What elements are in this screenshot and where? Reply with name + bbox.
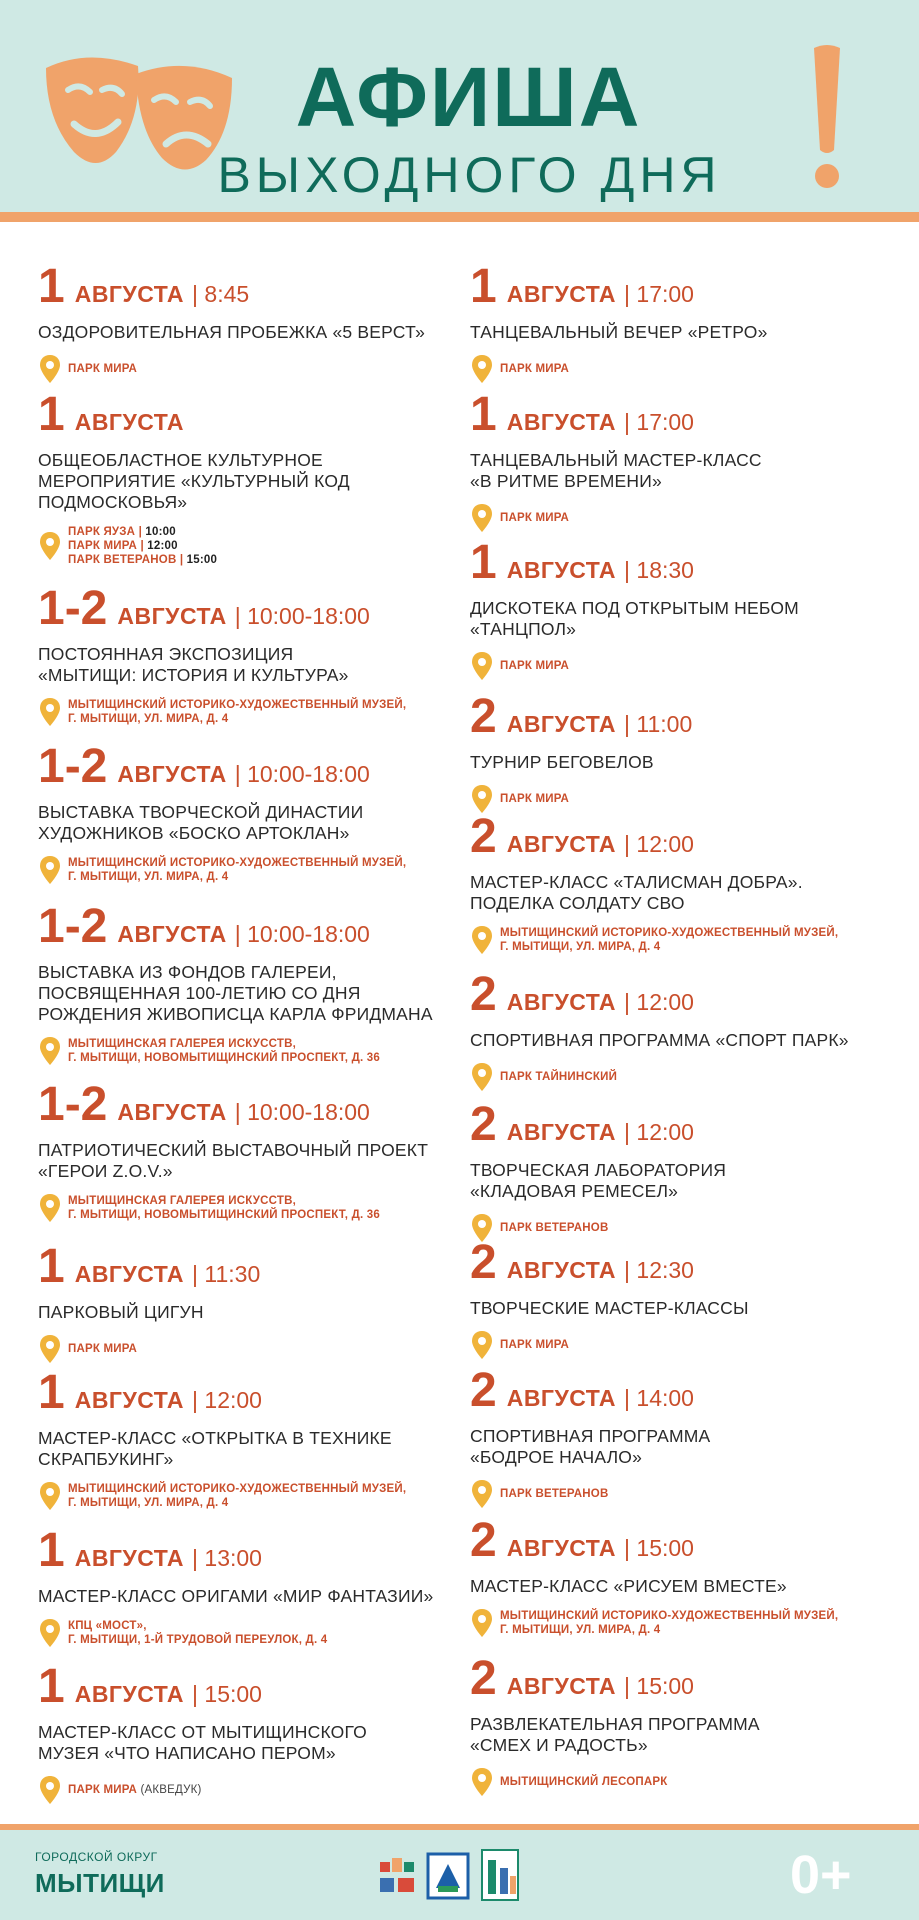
- event-title: [38, 1302, 458, 1323]
- event-month: АВГУСТА: [506, 557, 617, 583]
- event-title: [470, 872, 910, 914]
- location-text: МЫТИЩИНСКИЙ ИСТОРИКО-ХУДОЖЕСТВЕННЫЙ МУЗЕЙ,: [500, 1610, 839, 1622]
- event-time: | 10:00-18:00: [234, 1099, 370, 1125]
- event-title-line: МАСТЕР-КЛАСС ОТ МЫТИЩИНСКОГО: [38, 1722, 367, 1742]
- location-text: Г. МЫТИЩИ, УЛ. МИРА, Д. 4: [500, 1624, 661, 1636]
- location-line: [68, 856, 458, 870]
- event-location: [470, 355, 910, 383]
- event-title-line: МАСТЕР-КЛАСС «ОТКРЫТКА В ТЕХНИКЕ: [38, 1428, 392, 1448]
- event-location: [470, 1331, 910, 1359]
- location-pin-icon: [472, 1609, 492, 1637]
- event-date: [38, 1526, 458, 1576]
- exclamation-icon: [802, 42, 852, 192]
- event-card: [470, 1654, 910, 1796]
- location-pin-icon: [472, 926, 492, 954]
- event-day: 1: [38, 388, 65, 441]
- event-title-line: «В РИТМЕ ВРЕМЕНИ»: [470, 471, 662, 491]
- event-card: [38, 390, 458, 567]
- event-date: [470, 970, 910, 1020]
- event-month: АВГУСТА: [506, 1257, 617, 1283]
- location-line: [68, 1335, 458, 1363]
- event-day: 2: [470, 690, 497, 743]
- location-pin-icon: [472, 1768, 492, 1796]
- event-month: АВГУСТА: [506, 1385, 617, 1411]
- location-time: 10:00: [142, 526, 176, 538]
- location-pin-icon: [472, 355, 492, 383]
- location-text: МЫТИЩИНСКИЙ ИСТОРИКО-ХУДОЖЕСТВЕННЫЙ МУЗЕЙ,: [68, 857, 407, 869]
- event-month: АВГУСТА: [506, 711, 617, 737]
- event-month: АВГУСТА: [74, 1261, 185, 1287]
- event-title-line: ТВОРЧЕСКАЯ ЛАБОРАТОРИЯ: [470, 1160, 727, 1180]
- event-day: 1: [38, 1240, 65, 1293]
- event-location: [38, 698, 458, 726]
- event-month: АВГУСТА: [74, 1387, 185, 1413]
- event-month: АВГУСТА: [506, 989, 617, 1015]
- event-title: [38, 322, 458, 343]
- event-day: 1: [38, 1524, 65, 1577]
- location-line: [68, 553, 458, 567]
- event-card: [38, 1526, 458, 1647]
- event-date: [470, 538, 910, 588]
- event-day: 2: [470, 1236, 497, 1289]
- event-title-line: ОЗДОРОВИТЕЛЬНАЯ ПРОБЕЖКА «5 ВЕРСТ»: [38, 322, 426, 342]
- event-title-line: «ГЕРОИ Z.O.V.»: [38, 1161, 173, 1181]
- location-line: [500, 926, 910, 940]
- event-title-line: «БОДРОЕ НАЧАЛО»: [470, 1447, 643, 1467]
- event-day: 1-2: [38, 582, 108, 635]
- event-month: АВГУСТА: [506, 281, 617, 307]
- event-day: 2: [470, 968, 497, 1021]
- footer: [0, 1830, 919, 1920]
- location-pin-icon: [40, 532, 60, 560]
- event-day: 2: [470, 1514, 497, 1567]
- event-location: [470, 926, 910, 954]
- event-title: [470, 1160, 910, 1202]
- location-text: ПАРК МИРА: [500, 363, 570, 375]
- event-date: [38, 1242, 458, 1292]
- location-pin-icon: [40, 1037, 60, 1065]
- location-line: [500, 652, 910, 680]
- event-date: [470, 1238, 910, 1288]
- event-time: | 15:00: [624, 1535, 694, 1561]
- location-pin-icon: [472, 785, 492, 813]
- event-date: [38, 584, 458, 634]
- event-title-line: «СМЕХ И РАДОСТЬ»: [470, 1735, 648, 1755]
- event-time: | 12:00: [624, 831, 694, 857]
- event-date: [38, 262, 458, 312]
- org-name: МЫТИЩИ: [35, 1868, 165, 1898]
- event-location: [470, 1063, 910, 1091]
- location-text: МЫТИЩИНСКИЙ ИСТОРИКО-ХУДОЖЕСТВЕННЫЙ МУЗЕЙ,: [68, 699, 407, 711]
- event-time: | 14:00: [624, 1385, 694, 1411]
- event-title: [470, 1030, 910, 1051]
- event-date: [470, 692, 910, 742]
- location-text: Г. МЫТИЩИ, УЛ. МИРА, Д. 4: [500, 941, 661, 953]
- event-location: [470, 1768, 910, 1796]
- event-month: АВГУСТА: [506, 1119, 617, 1145]
- location-text: Г. МЫТИЩИ, НОВОМЫТИЩИНСКИЙ ПРОСПЕКТ, Д. 36: [68, 1209, 380, 1221]
- location-line: [68, 1037, 458, 1051]
- event-time: | 11:00: [624, 711, 693, 737]
- location-text: ПАРК МИРА: [68, 1784, 138, 1796]
- location-line: [500, 1480, 910, 1508]
- event-location: [470, 785, 910, 813]
- event-time: | 12:00: [624, 989, 694, 1015]
- location-text: ПАРК МИРА: [500, 512, 570, 524]
- event-title: [38, 1140, 458, 1182]
- event-time: | 13:00: [192, 1545, 262, 1571]
- event-month: АВГУСТА: [506, 409, 617, 435]
- event-date: [470, 1654, 910, 1704]
- location-text: ПАРК ВЕТЕРАНОВ: [500, 1488, 609, 1500]
- location-text: ПАРК МИРА: [500, 660, 570, 672]
- event-month: АВГУСТА: [117, 921, 227, 947]
- location-text: Г. МЫТИЩИ, УЛ. МИРА, Д. 4: [68, 713, 229, 725]
- location-pin-icon: [40, 1776, 60, 1804]
- event-day: 2: [470, 1098, 497, 1151]
- event-title-line: ТУРНИР БЕГОВЕЛОВ: [470, 752, 654, 772]
- event-location: [38, 1335, 458, 1363]
- event-time: | 15:00: [192, 1681, 262, 1707]
- location-text: ПАРК ВЕТЕРАНОВ: [500, 1222, 609, 1234]
- event-month: АВГУСТА: [74, 1545, 185, 1571]
- event-month: АВГУСТА: [117, 761, 227, 787]
- location-line: [500, 1768, 910, 1796]
- event-title-line: МАСТЕР-КЛАСС «ТАЛИСМАН ДОБРА».: [470, 872, 803, 892]
- event-month: АВГУСТА: [74, 409, 185, 435]
- event-card: [470, 1238, 910, 1359]
- event-title-line: ПАРКОВЫЙ ЦИГУН: [38, 1302, 204, 1322]
- event-location: [38, 1619, 458, 1647]
- event-title-line: ПОСВЯЩЕННАЯ 100-ЛЕТИЮ СО ДНЯ: [38, 983, 361, 1003]
- event-card: [470, 692, 910, 813]
- event-date: [38, 902, 458, 952]
- location-line: [68, 539, 458, 553]
- event-date: [470, 262, 910, 312]
- location-line: [500, 355, 910, 383]
- event-title: [38, 1428, 458, 1470]
- location-line: [68, 1051, 458, 1065]
- event-day: 1-2: [38, 900, 108, 953]
- event-day: 1: [38, 260, 65, 313]
- event-time: | 10:00-18:00: [234, 603, 370, 629]
- location-line: [500, 1609, 910, 1623]
- location-text: ПАРК МИРА: [500, 1339, 570, 1351]
- event-card: [470, 262, 910, 383]
- location-line: [68, 1776, 458, 1804]
- location-time: 12:00: [143, 540, 178, 552]
- event-day: 1: [470, 536, 497, 589]
- event-card: [470, 970, 910, 1091]
- location-line: [68, 1194, 458, 1208]
- event-title-line: «КЛАДОВАЯ РЕМЕСЕЛ»: [470, 1181, 679, 1201]
- event-month: АВГУСТА: [117, 1099, 227, 1125]
- event-title-line: ВЫСТАВКА ТВОРЧЕСКОЙ ДИНАСТИИ: [38, 802, 364, 822]
- event-title-line: РОЖДЕНИЯ ЖИВОПИСЦА КАРЛА ФРИДМАНА: [38, 1004, 433, 1024]
- location-line: [68, 1496, 458, 1510]
- event-title-line: «ТАНЦПОЛ»: [470, 619, 577, 639]
- event-card: [38, 1080, 458, 1222]
- location-pin-icon: [40, 1194, 60, 1222]
- event-card: [38, 1242, 458, 1363]
- event-card: [38, 1368, 458, 1510]
- location-pin-icon: [40, 355, 60, 383]
- event-month: АВГУСТА: [74, 281, 185, 307]
- location-line: [500, 785, 910, 813]
- location-pin-icon: [472, 504, 492, 532]
- event-date: [470, 1516, 910, 1566]
- event-title: [470, 1576, 910, 1597]
- event-location: [470, 652, 910, 680]
- event-date: [38, 1080, 458, 1130]
- event-day: 1-2: [38, 740, 108, 793]
- location-text: МЫТИЩИНСКИЙ ЛЕСОПАРК: [500, 1776, 668, 1788]
- event-time: | 17:00: [624, 281, 694, 307]
- location-text: ПАРК ЯУЗА |: [68, 526, 142, 538]
- event-location: [470, 1480, 910, 1508]
- event-date: [470, 390, 910, 440]
- event-time: | 12:30: [624, 1257, 694, 1283]
- event-day: 2: [470, 1364, 497, 1417]
- location-text: МЫТИЩИНСКАЯ ГАЛЕРЕЯ ИСКУССТВ,: [68, 1038, 296, 1050]
- event-location: [38, 1482, 458, 1510]
- location-line: [68, 870, 458, 884]
- event-title-line: ПОСТОЯННАЯ ЭКСПОЗИЦИЯ: [38, 644, 294, 664]
- event-day: 2: [470, 1652, 497, 1705]
- org-caption: ГОРОДСКОЙ ОКРУГ: [35, 1850, 158, 1864]
- location-text: КПЦ «МОСТ»,: [68, 1620, 147, 1632]
- event-title-line: МЕРОПРИЯТИЕ «КУЛЬТУРНЫЙ КОД: [38, 471, 350, 491]
- event-day: 1: [470, 260, 497, 313]
- event-month: АВГУСТА: [506, 831, 617, 857]
- event-title-line: ДИСКОТЕКА ПОД ОТКРЫТЫМ НЕБОМ: [470, 598, 799, 618]
- event-title-line: РАЗВЛЕКАТЕЛЬНАЯ ПРОГРАММА: [470, 1714, 760, 1734]
- event-card: [38, 1662, 458, 1804]
- location-text: ПАРК МИРА: [68, 1343, 138, 1355]
- location-pin-icon: [40, 856, 60, 884]
- event-card: [470, 1100, 910, 1242]
- event-card: [470, 1366, 910, 1508]
- event-date: [38, 742, 458, 792]
- location-line: [500, 940, 910, 954]
- event-title: [470, 450, 910, 492]
- event-date: [38, 390, 458, 440]
- event-location: [38, 1776, 458, 1804]
- location-text: ПАРК МИРА: [68, 363, 138, 375]
- event-location: [38, 355, 458, 383]
- event-card: [38, 584, 458, 726]
- event-month: АВГУСТА: [506, 1535, 617, 1561]
- location-pin-icon: [40, 1482, 60, 1510]
- event-location: [38, 856, 458, 884]
- location-text: МЫТИЩИНСКИЙ ИСТОРИКО-ХУДОЖЕСТВЕННЫЙ МУЗЕЙ,: [68, 1483, 407, 1495]
- event-day: 2: [470, 810, 497, 863]
- event-title: [470, 1714, 910, 1756]
- location-line: [68, 1619, 458, 1633]
- event-title: [38, 450, 458, 513]
- partner-logos-icon: [378, 1844, 530, 1908]
- event-title-line: ТАНЦЕВАЛЬНЫЙ МАСТЕР-КЛАСС: [470, 450, 762, 470]
- event-date: [470, 812, 910, 862]
- event-title-line: ПОДМОСКОВЬЯ»: [38, 492, 188, 512]
- event-location: [38, 1037, 458, 1065]
- location-line: [500, 1623, 910, 1637]
- event-card: [38, 262, 458, 383]
- location-pin-icon: [472, 1331, 492, 1359]
- event-card: [470, 812, 910, 954]
- event-time: | 10:00-18:00: [234, 761, 370, 787]
- location-line: [500, 1063, 910, 1091]
- location-text: Г. МЫТИЩИ, 1-Й ТРУДОВОЙ ПЕРЕУЛОК, Д. 4: [68, 1634, 328, 1646]
- event-time: | 8:45: [192, 281, 250, 307]
- event-date: [470, 1100, 910, 1150]
- location-pin-icon: [40, 698, 60, 726]
- event-title-line: СПОРТИВНАЯ ПРОГРАММА «СПОРТ ПАРК»: [470, 1030, 849, 1050]
- event-title-line: ТВОРЧЕСКИЕ МАСТЕР-КЛАССЫ: [470, 1298, 749, 1318]
- event-title-line: ВЫСТАВКА ИЗ ФОНДОВ ГАЛЕРЕИ,: [38, 962, 337, 982]
- event-day: 1: [470, 388, 497, 441]
- location-line: [68, 712, 458, 726]
- event-title: [38, 802, 458, 844]
- event-card: [470, 538, 910, 680]
- event-location: [38, 1194, 458, 1222]
- location-text: МЫТИЩИНСКИЙ ИСТОРИКО-ХУДОЖЕСТВЕННЫЙ МУЗЕЙ,: [500, 927, 839, 939]
- event-time: | 15:00: [624, 1673, 694, 1699]
- location-line: [68, 1633, 458, 1647]
- event-title-line: СПОРТИВНАЯ ПРОГРАММА: [470, 1426, 711, 1446]
- event-card: [38, 742, 458, 884]
- page-title: АФИША: [295, 50, 642, 144]
- page-subtitle: ВЫХОДНОГО ДНЯ: [217, 147, 722, 203]
- event-title: [38, 962, 458, 1025]
- location-line: [500, 1331, 910, 1359]
- location-text: ПАРК ВЕТЕРАНОВ |: [68, 554, 184, 566]
- location-pin-icon: [472, 652, 492, 680]
- event-time: | 18:30: [624, 557, 694, 583]
- event-title: [470, 322, 910, 343]
- header-banner: [0, 0, 919, 212]
- event-title-line: МАСТЕР-КЛАСС ОРИГАМИ «МИР ФАНТАЗИИ»: [38, 1586, 434, 1606]
- event-location: [470, 504, 910, 532]
- event-title-line: ТАНЦЕВАЛЬНЫЙ ВЕЧЕР «РЕТРО»: [470, 322, 768, 342]
- event-location: [470, 1609, 910, 1637]
- location-line: [68, 525, 458, 539]
- event-card: [470, 1516, 910, 1637]
- header-divider: [0, 212, 919, 222]
- location-pin-icon: [40, 1619, 60, 1647]
- event-time: | 11:30: [192, 1261, 261, 1287]
- location-pin-icon: [472, 1063, 492, 1091]
- location-line: [68, 1208, 458, 1222]
- event-day: 1-2: [38, 1078, 108, 1131]
- event-title: [470, 752, 910, 773]
- event-location: [38, 525, 458, 567]
- age-rating: 0+: [790, 1845, 852, 1905]
- event-month: АВГУСТА: [117, 603, 227, 629]
- event-day: 1: [38, 1660, 65, 1713]
- location-text: ПАРК МИРА: [500, 793, 570, 805]
- event-time: | 12:00: [624, 1119, 694, 1145]
- event-title: [38, 644, 458, 686]
- location-text: МЫТИЩИНСКАЯ ГАЛЕРЕЯ ИСКУССТВ,: [68, 1195, 296, 1207]
- event-card: [38, 902, 458, 1065]
- event-title-line: МАСТЕР-КЛАСС «РИСУЕМ ВМЕСТЕ»: [470, 1576, 787, 1596]
- location-pin-icon: [40, 1335, 60, 1363]
- event-time: | 12:00: [192, 1387, 262, 1413]
- event-title-line: СКРАПБУКИНГ»: [38, 1449, 174, 1469]
- location-text: ПАРК ТАЙНИНСКИЙ: [500, 1071, 618, 1083]
- event-title-line: МУЗЕЯ «ЧТО НАПИСАНО ПЕРОМ»: [38, 1743, 336, 1763]
- event-day: 1: [38, 1366, 65, 1419]
- location-text: Г. МЫТИЩИ, НОВОМЫТИЩИНСКИЙ ПРОСПЕКТ, Д. 36: [68, 1052, 380, 1064]
- event-title-line: ПАТРИОТИЧЕСКИЙ ВЫСТАВОЧНЫЙ ПРОЕКТ: [38, 1140, 429, 1160]
- location-line: [68, 1482, 458, 1496]
- location-pin-icon: [472, 1480, 492, 1508]
- location-time: 15:00: [183, 554, 218, 566]
- event-title: [470, 1426, 910, 1468]
- event-date: [38, 1368, 458, 1418]
- event-time: | 10:00-18:00: [234, 921, 370, 947]
- event-card: [470, 390, 910, 532]
- event-title-line: ХУДОЖНИКОВ «БОСКО АРТОКЛАН»: [38, 823, 350, 843]
- location-line: [68, 698, 458, 712]
- location-extra: (АКВЕДУК): [137, 1784, 202, 1796]
- event-date: [38, 1662, 458, 1712]
- location-text: ПАРК МИРА |: [68, 540, 144, 552]
- event-title: [38, 1722, 458, 1764]
- event-month: АВГУСТА: [506, 1673, 617, 1699]
- location-line: [68, 355, 458, 383]
- event-time: | 17:00: [624, 409, 694, 435]
- event-title: [470, 1298, 910, 1319]
- location-line: [500, 504, 910, 532]
- location-text: Г. МЫТИЩИ, УЛ. МИРА, Д. 4: [68, 1497, 229, 1509]
- event-title: [38, 1586, 458, 1607]
- event-month: АВГУСТА: [74, 1681, 185, 1707]
- event-title-line: ПОДЕЛКА СОЛДАТУ СВО: [470, 893, 685, 913]
- event-title-line: ОБЩЕОБЛАСТНОЕ КУЛЬТУРНОЕ: [38, 450, 323, 470]
- event-title-line: «МЫТИЩИ: ИСТОРИЯ И КУЛЬТУРА»: [38, 665, 349, 685]
- event-title: [470, 598, 910, 640]
- location-text: Г. МЫТИЩИ, УЛ. МИРА, Д. 4: [68, 871, 229, 883]
- event-date: [470, 1366, 910, 1416]
